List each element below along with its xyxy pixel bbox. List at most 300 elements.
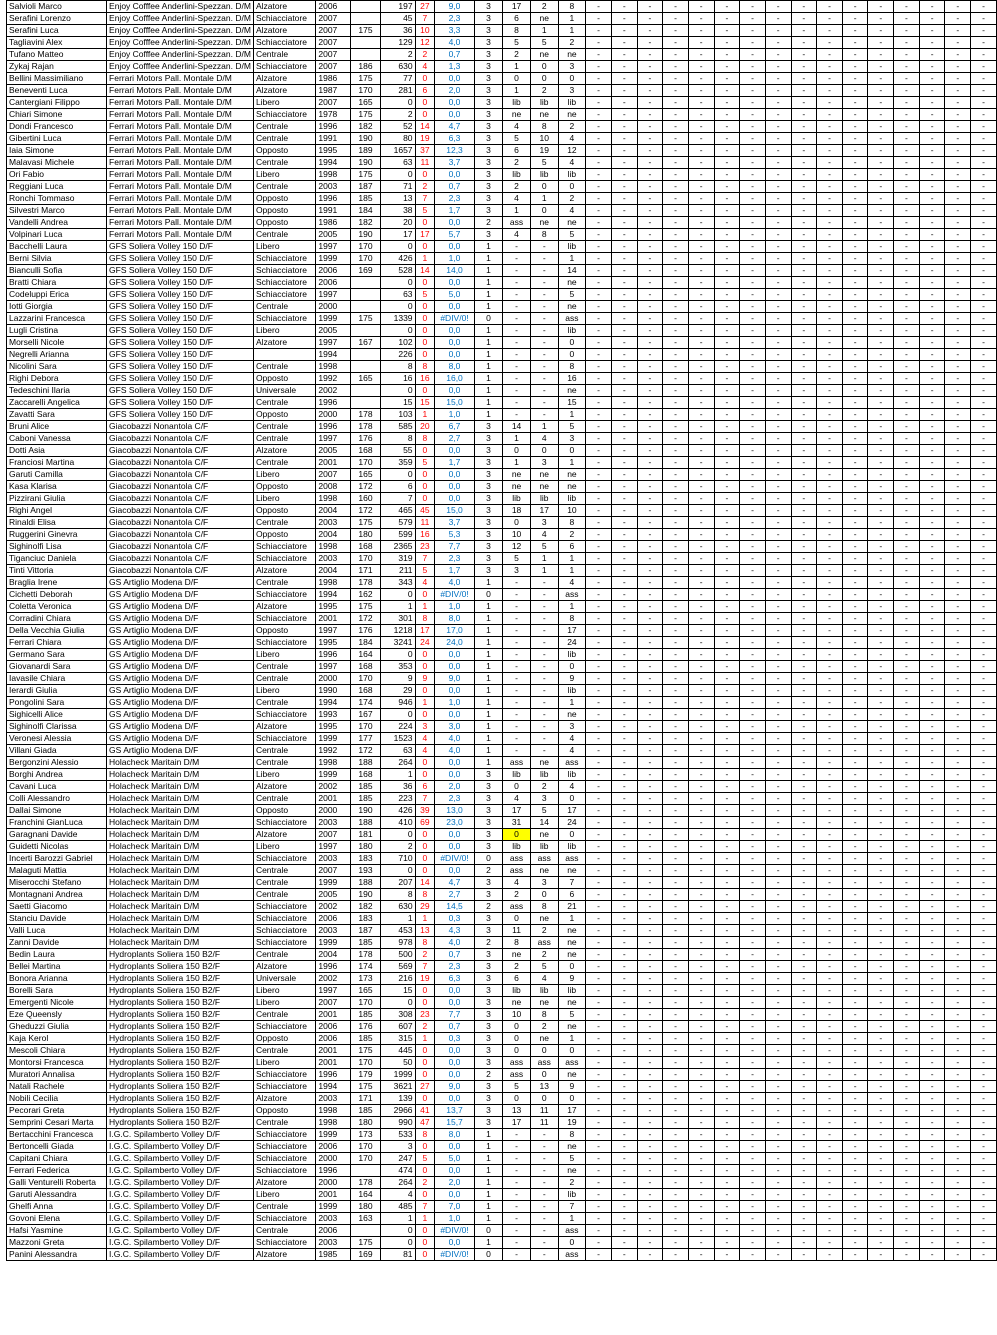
value-cell[interactable]: 2365 [381, 541, 415, 553]
name-cell[interactable]: Saetti Giacomo [7, 901, 107, 913]
empty-cell[interactable]: - [791, 889, 817, 901]
year-cell[interactable]: 2006 [316, 277, 350, 289]
empty-cell[interactable]: - [765, 649, 791, 661]
empty-cell[interactable]: - [663, 205, 689, 217]
year-cell[interactable]: 1995 [316, 145, 350, 157]
empty-cell[interactable]: - [765, 1201, 791, 1213]
empty-cell[interactable]: - [740, 709, 766, 721]
match2-cell[interactable]: ne [530, 865, 558, 877]
points-cell[interactable]: 24 [415, 637, 435, 649]
team-cell[interactable]: Ferrari Motors Pall. Montale D/M [107, 109, 254, 121]
empty-cell[interactable]: - [945, 1225, 971, 1237]
value-cell[interactable]: 7 [381, 493, 415, 505]
empty-cell[interactable]: - [971, 877, 997, 889]
empty-cell[interactable]: - [740, 61, 766, 73]
empty-cell[interactable]: - [842, 13, 868, 25]
empty-cell[interactable]: - [919, 853, 945, 865]
empty-cell[interactable]: - [945, 829, 971, 841]
empty-cell[interactable]: - [817, 325, 843, 337]
empty-cell[interactable]: - [919, 625, 945, 637]
empty-cell[interactable]: - [611, 1117, 637, 1129]
match3-cell[interactable]: 7 [558, 877, 586, 889]
team-cell[interactable]: Giacobazzi Nonantola C/F [107, 445, 254, 457]
empty-cell[interactable]: - [663, 925, 689, 937]
empty-cell[interactable]: - [663, 745, 689, 757]
empty-cell[interactable]: - [791, 301, 817, 313]
empty-cell[interactable]: - [817, 289, 843, 301]
height-cell[interactable]: 180 [350, 841, 380, 853]
empty-cell[interactable]: - [842, 973, 868, 985]
empty-cell[interactable]: - [765, 673, 791, 685]
average-cell[interactable]: 4,0 [435, 733, 475, 745]
empty-cell[interactable]: - [688, 397, 714, 409]
match1-cell[interactable]: 10 [503, 1009, 531, 1021]
empty-cell[interactable]: - [765, 313, 791, 325]
empty-cell[interactable]: - [945, 901, 971, 913]
games-cell[interactable]: 1 [474, 385, 502, 397]
match2-cell[interactable]: ass [530, 853, 558, 865]
name-cell[interactable]: Kaja Kerol [7, 1033, 107, 1045]
empty-cell[interactable]: - [765, 757, 791, 769]
empty-cell[interactable]: - [688, 109, 714, 121]
empty-cell[interactable]: - [919, 1153, 945, 1165]
empty-cell[interactable]: - [586, 73, 612, 85]
empty-cell[interactable]: - [663, 1249, 689, 1261]
value-cell[interactable]: 0 [381, 865, 415, 877]
average-cell[interactable]: 1,3 [435, 61, 475, 73]
match1-cell[interactable]: 4 [503, 793, 531, 805]
empty-cell[interactable]: - [817, 217, 843, 229]
games-cell[interactable]: 2 [474, 865, 502, 877]
points-cell[interactable]: 69 [415, 817, 435, 829]
match3-cell[interactable]: 5 [558, 421, 586, 433]
match2-cell[interactable]: - [530, 241, 558, 253]
name-cell[interactable]: Zavatti Sara [7, 409, 107, 421]
empty-cell[interactable]: - [817, 745, 843, 757]
empty-cell[interactable]: - [637, 1153, 663, 1165]
empty-cell[interactable]: - [663, 757, 689, 769]
empty-cell[interactable]: - [868, 25, 894, 37]
team-cell[interactable]: Hydroplants Soliera 150 B2/F [107, 973, 254, 985]
empty-cell[interactable]: - [611, 133, 637, 145]
empty-cell[interactable]: - [688, 1153, 714, 1165]
empty-cell[interactable]: - [740, 805, 766, 817]
empty-cell[interactable]: - [714, 25, 740, 37]
average-cell[interactable]: 0,0 [435, 481, 475, 493]
empty-cell[interactable]: - [868, 889, 894, 901]
empty-cell[interactable]: - [586, 733, 612, 745]
value-cell[interactable]: 13 [381, 193, 415, 205]
match1-cell[interactable]: - [503, 1225, 531, 1237]
empty-cell[interactable]: - [894, 661, 920, 673]
empty-cell[interactable]: - [945, 793, 971, 805]
empty-cell[interactable]: - [714, 1213, 740, 1225]
empty-cell[interactable]: - [842, 901, 868, 913]
year-cell[interactable]: 2001 [316, 793, 350, 805]
points-cell[interactable]: 16 [415, 373, 435, 385]
match1-cell[interactable]: 0 [503, 517, 531, 529]
empty-cell[interactable]: - [740, 409, 766, 421]
name-cell[interactable]: Sighinolfi Clarissa [7, 721, 107, 733]
empty-cell[interactable]: - [740, 433, 766, 445]
empty-cell[interactable]: - [945, 481, 971, 493]
empty-cell[interactable]: - [868, 361, 894, 373]
match3-cell[interactable]: 5 [558, 229, 586, 241]
empty-cell[interactable]: - [663, 253, 689, 265]
empty-cell[interactable]: - [586, 289, 612, 301]
role-cell[interactable]: Alzatore [253, 781, 315, 793]
empty-cell[interactable]: - [714, 985, 740, 997]
height-cell[interactable]: 168 [350, 445, 380, 457]
empty-cell[interactable]: - [894, 949, 920, 961]
empty-cell[interactable]: - [637, 109, 663, 121]
empty-cell[interactable]: - [740, 1105, 766, 1117]
role-cell[interactable]: Opposto [253, 1105, 315, 1117]
points-cell[interactable]: 41 [415, 1105, 435, 1117]
empty-cell[interactable]: - [740, 985, 766, 997]
match1-cell[interactable]: ne [503, 469, 531, 481]
match1-cell[interactable]: lib [503, 97, 531, 109]
empty-cell[interactable]: - [919, 529, 945, 541]
points-cell[interactable]: 0 [415, 1225, 435, 1237]
empty-cell[interactable]: - [971, 145, 997, 157]
empty-cell[interactable]: - [971, 1069, 997, 1081]
empty-cell[interactable]: - [765, 433, 791, 445]
empty-cell[interactable]: - [663, 181, 689, 193]
empty-cell[interactable]: - [688, 73, 714, 85]
empty-cell[interactable]: - [791, 169, 817, 181]
match3-cell[interactable]: 2 [558, 37, 586, 49]
value-cell[interactable]: 1339 [381, 313, 415, 325]
year-cell[interactable]: 1998 [316, 757, 350, 769]
empty-cell[interactable]: - [688, 205, 714, 217]
empty-cell[interactable]: - [945, 913, 971, 925]
year-cell[interactable]: 1996 [316, 421, 350, 433]
empty-cell[interactable]: - [714, 853, 740, 865]
empty-cell[interactable]: - [791, 277, 817, 289]
empty-cell[interactable]: - [919, 781, 945, 793]
points-cell[interactable]: 0 [415, 589, 435, 601]
empty-cell[interactable]: - [945, 385, 971, 397]
empty-cell[interactable]: - [945, 853, 971, 865]
average-cell[interactable]: 0,0 [435, 349, 475, 361]
empty-cell[interactable]: - [688, 457, 714, 469]
empty-cell[interactable]: - [714, 817, 740, 829]
empty-cell[interactable]: - [714, 97, 740, 109]
average-cell[interactable]: 0,0 [435, 445, 475, 457]
games-cell[interactable]: 3 [474, 769, 502, 781]
empty-cell[interactable]: - [842, 313, 868, 325]
team-cell[interactable]: Ferrari Motors Pall. Montale D/M [107, 121, 254, 133]
year-cell[interactable]: 2002 [316, 385, 350, 397]
value-cell[interactable]: 6 [381, 481, 415, 493]
empty-cell[interactable]: - [714, 349, 740, 361]
empty-cell[interactable]: - [894, 937, 920, 949]
empty-cell[interactable]: - [586, 109, 612, 121]
empty-cell[interactable]: - [714, 133, 740, 145]
empty-cell[interactable]: - [894, 61, 920, 73]
match1-cell[interactable]: - [503, 649, 531, 661]
empty-cell[interactable]: - [842, 721, 868, 733]
empty-cell[interactable]: - [663, 589, 689, 601]
empty-cell[interactable]: - [714, 673, 740, 685]
empty-cell[interactable]: - [611, 37, 637, 49]
empty-cell[interactable]: - [765, 1069, 791, 1081]
empty-cell[interactable]: - [842, 985, 868, 997]
empty-cell[interactable]: - [714, 589, 740, 601]
value-cell[interactable]: 2 [381, 841, 415, 853]
empty-cell[interactable]: - [637, 97, 663, 109]
team-cell[interactable]: I.G.C. Spilamberto Volley D/F [107, 1153, 254, 1165]
empty-cell[interactable]: - [842, 481, 868, 493]
empty-cell[interactable]: - [611, 241, 637, 253]
match2-cell[interactable]: 8 [530, 229, 558, 241]
empty-cell[interactable]: - [842, 661, 868, 673]
empty-cell[interactable]: - [611, 1237, 637, 1249]
empty-cell[interactable]: - [971, 985, 997, 997]
empty-cell[interactable]: - [919, 1009, 945, 1021]
games-cell[interactable]: 3 [474, 193, 502, 205]
match3-cell[interactable]: 9 [558, 1081, 586, 1093]
empty-cell[interactable]: - [663, 901, 689, 913]
empty-cell[interactable]: - [791, 373, 817, 385]
value-cell[interactable]: 15 [381, 397, 415, 409]
games-cell[interactable]: 3 [474, 85, 502, 97]
average-cell[interactable]: 14,5 [435, 901, 475, 913]
height-cell[interactable]: 175 [350, 313, 380, 325]
value-cell[interactable]: 445 [381, 1045, 415, 1057]
empty-cell[interactable]: - [586, 481, 612, 493]
empty-cell[interactable]: - [586, 1045, 612, 1057]
empty-cell[interactable]: - [637, 1117, 663, 1129]
team-cell[interactable]: Ferrari Motors Pall. Montale D/M [107, 85, 254, 97]
empty-cell[interactable]: - [919, 769, 945, 781]
empty-cell[interactable]: - [817, 697, 843, 709]
value-cell[interactable]: 9 [381, 673, 415, 685]
average-cell[interactable]: #DIV/0! [435, 313, 475, 325]
height-cell[interactable]: 177 [350, 733, 380, 745]
empty-cell[interactable]: - [688, 349, 714, 361]
match3-cell[interactable]: 1 [558, 253, 586, 265]
empty-cell[interactable]: - [688, 217, 714, 229]
empty-cell[interactable]: - [971, 529, 997, 541]
points-cell[interactable]: 37 [415, 145, 435, 157]
empty-cell[interactable]: - [791, 1249, 817, 1261]
empty-cell[interactable]: - [586, 469, 612, 481]
empty-cell[interactable]: - [945, 805, 971, 817]
empty-cell[interactable]: - [765, 709, 791, 721]
empty-cell[interactable]: - [586, 829, 612, 841]
value-cell[interactable]: 2 [381, 109, 415, 121]
empty-cell[interactable]: - [765, 1213, 791, 1225]
empty-cell[interactable]: - [868, 253, 894, 265]
empty-cell[interactable]: - [740, 565, 766, 577]
average-cell[interactable]: 9,0 [435, 1, 475, 13]
empty-cell[interactable]: - [663, 325, 689, 337]
empty-cell[interactable]: - [663, 481, 689, 493]
match3-cell[interactable]: ne [558, 709, 586, 721]
year-cell[interactable]: 2000 [316, 1177, 350, 1189]
empty-cell[interactable]: - [791, 973, 817, 985]
empty-cell[interactable]: - [663, 229, 689, 241]
year-cell[interactable]: 2001 [316, 1189, 350, 1201]
match2-cell[interactable]: 2 [530, 1021, 558, 1033]
height-cell[interactable]: 181 [350, 829, 380, 841]
match1-cell[interactable]: - [503, 601, 531, 613]
empty-cell[interactable]: - [688, 1093, 714, 1105]
empty-cell[interactable]: - [971, 781, 997, 793]
empty-cell[interactable]: - [663, 601, 689, 613]
average-cell[interactable]: 0,0 [435, 1069, 475, 1081]
empty-cell[interactable]: - [637, 25, 663, 37]
empty-cell[interactable]: - [817, 661, 843, 673]
empty-cell[interactable]: - [842, 745, 868, 757]
empty-cell[interactable]: - [842, 301, 868, 313]
team-cell[interactable]: Holacheck Maritain D/M [107, 793, 254, 805]
points-cell[interactable]: 0 [415, 757, 435, 769]
empty-cell[interactable]: - [817, 769, 843, 781]
empty-cell[interactable]: - [791, 709, 817, 721]
empty-cell[interactable]: - [637, 889, 663, 901]
empty-cell[interactable]: - [791, 553, 817, 565]
value-cell[interactable]: 1 [381, 769, 415, 781]
value-cell[interactable]: 0 [381, 169, 415, 181]
empty-cell[interactable]: - [586, 553, 612, 565]
empty-cell[interactable]: - [688, 877, 714, 889]
empty-cell[interactable]: - [586, 601, 612, 613]
empty-cell[interactable]: - [971, 889, 997, 901]
empty-cell[interactable]: - [791, 529, 817, 541]
match3-cell[interactable]: lib [558, 241, 586, 253]
value-cell[interactable]: 599 [381, 529, 415, 541]
empty-cell[interactable]: - [740, 397, 766, 409]
name-cell[interactable]: Caboni Vanessa [7, 433, 107, 445]
match3-cell[interactable]: 2 [558, 193, 586, 205]
empty-cell[interactable]: - [971, 709, 997, 721]
empty-cell[interactable]: - [586, 157, 612, 169]
empty-cell[interactable]: - [894, 685, 920, 697]
team-cell[interactable]: Holacheck Maritain D/M [107, 865, 254, 877]
empty-cell[interactable]: - [740, 685, 766, 697]
height-cell[interactable]: 172 [350, 745, 380, 757]
year-cell[interactable]: 2007 [316, 49, 350, 61]
points-cell[interactable]: 8 [415, 613, 435, 625]
height-cell[interactable]: 175 [350, 517, 380, 529]
empty-cell[interactable]: - [765, 901, 791, 913]
match3-cell[interactable]: lib [558, 685, 586, 697]
height-cell[interactable]: 172 [350, 505, 380, 517]
empty-cell[interactable]: - [842, 493, 868, 505]
empty-cell[interactable]: - [688, 85, 714, 97]
empty-cell[interactable]: - [919, 673, 945, 685]
empty-cell[interactable]: - [637, 997, 663, 1009]
match1-cell[interactable]: - [503, 325, 531, 337]
empty-cell[interactable]: - [714, 289, 740, 301]
year-cell[interactable]: 2005 [316, 229, 350, 241]
empty-cell[interactable]: - [688, 169, 714, 181]
empty-cell[interactable]: - [945, 445, 971, 457]
match2-cell[interactable]: 3 [530, 457, 558, 469]
match2-cell[interactable]: ne [530, 757, 558, 769]
empty-cell[interactable]: - [842, 877, 868, 889]
empty-cell[interactable]: - [586, 205, 612, 217]
empty-cell[interactable]: - [817, 397, 843, 409]
empty-cell[interactable]: - [842, 73, 868, 85]
empty-cell[interactable]: - [611, 157, 637, 169]
empty-cell[interactable]: - [919, 325, 945, 337]
height-cell[interactable]: 175 [350, 25, 380, 37]
name-cell[interactable]: Pongolini Sara [7, 697, 107, 709]
empty-cell[interactable]: - [919, 1117, 945, 1129]
empty-cell[interactable]: - [919, 565, 945, 577]
empty-cell[interactable]: - [740, 1117, 766, 1129]
games-cell[interactable]: 0 [474, 1249, 502, 1261]
points-cell[interactable]: 0 [415, 865, 435, 877]
average-cell[interactable]: 1,0 [435, 601, 475, 613]
empty-cell[interactable]: - [817, 781, 843, 793]
empty-cell[interactable]: - [919, 169, 945, 181]
year-cell[interactable]: 1999 [316, 1129, 350, 1141]
empty-cell[interactable]: - [894, 697, 920, 709]
empty-cell[interactable]: - [714, 613, 740, 625]
height-cell[interactable]: 174 [350, 697, 380, 709]
empty-cell[interactable]: - [791, 901, 817, 913]
empty-cell[interactable]: - [714, 145, 740, 157]
height-cell[interactable]: 178 [350, 1177, 380, 1189]
empty-cell[interactable]: - [868, 241, 894, 253]
empty-cell[interactable]: - [868, 145, 894, 157]
match2-cell[interactable]: - [530, 1153, 558, 1165]
empty-cell[interactable]: - [637, 49, 663, 61]
games-cell[interactable]: 1 [474, 253, 502, 265]
points-cell[interactable]: 0 [415, 73, 435, 85]
empty-cell[interactable]: - [611, 697, 637, 709]
points-cell[interactable]: 10 [415, 25, 435, 37]
empty-cell[interactable]: - [740, 289, 766, 301]
empty-cell[interactable]: - [945, 817, 971, 829]
empty-cell[interactable]: - [765, 169, 791, 181]
value-cell[interactable]: 0 [381, 1225, 415, 1237]
empty-cell[interactable]: - [740, 541, 766, 553]
value-cell[interactable]: 0 [381, 97, 415, 109]
empty-cell[interactable]: - [868, 757, 894, 769]
empty-cell[interactable]: - [817, 1009, 843, 1021]
year-cell[interactable]: 2007 [316, 469, 350, 481]
empty-cell[interactable]: - [791, 145, 817, 157]
empty-cell[interactable]: - [663, 157, 689, 169]
empty-cell[interactable]: - [791, 325, 817, 337]
team-cell[interactable]: GFS Soliera Volley 150 D/F [107, 277, 254, 289]
empty-cell[interactable]: - [894, 1213, 920, 1225]
empty-cell[interactable]: - [714, 1105, 740, 1117]
team-cell[interactable]: GFS Soliera Volley 150 D/F [107, 325, 254, 337]
name-cell[interactable]: Chiari Simone [7, 109, 107, 121]
games-cell[interactable]: 3 [474, 1, 502, 13]
empty-cell[interactable]: - [714, 337, 740, 349]
average-cell[interactable]: 0,0 [435, 709, 475, 721]
empty-cell[interactable]: - [611, 865, 637, 877]
empty-cell[interactable]: - [894, 73, 920, 85]
empty-cell[interactable]: - [740, 421, 766, 433]
empty-cell[interactable]: - [740, 157, 766, 169]
empty-cell[interactable]: - [714, 1069, 740, 1081]
match3-cell[interactable]: 0 [558, 1093, 586, 1105]
empty-cell[interactable]: - [817, 865, 843, 877]
name-cell[interactable]: Coletta Veronica [7, 601, 107, 613]
year-cell[interactable]: 1999 [316, 1201, 350, 1213]
match3-cell[interactable]: ne [558, 949, 586, 961]
value-cell[interactable]: 3621 [381, 1081, 415, 1093]
